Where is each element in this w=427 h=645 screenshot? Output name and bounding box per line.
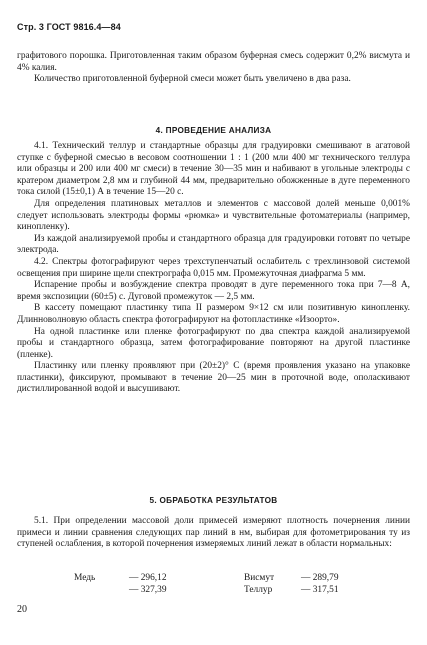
- section-5-body: [17, 516, 410, 551]
- table-row: [17, 585, 410, 597]
- section-4-paragraph-2: Для определения платиновых металлов и элементов с массовой долей меньше 0,001% следует использовать электроды формы «рюмка» и чувствительные фотоматериалы (например, кинопленку).: [17, 198, 410, 233]
- section-4-paragraph-8: Пластинку или пленку проявляют при (20±2)° С (время проявления указано на упаковке пластинки), фиксируют, промывают в течение 20—25 мин в проточной воде, ополаскивают дистиллированной водой и высушивают.: [17, 361, 410, 395]
- section-4-paragraph-5: Испарение пробы и возбуждение спектра проводят в дуге переменного тока при 7—8 А, время экспозиции (60±5) с. Дуговой промежуток — 2,5 мм.: [17, 280, 410, 302]
- section-4-title: 4. ПРОВЕДЕНИЕ АНАЛИЗА: [155, 126, 272, 135]
- intro-block: [17, 51, 410, 86]
- section-4-paragraph-7: На одной пластинке или пленке фотографируют по два спектра каждой анализируемой пробы и стандартного образца, затем фотографирование повторяют на другой пластинке (пленке).: [17, 326, 410, 360]
- line-value: — 327,39: [129, 584, 167, 595]
- line-element: Теллур: [244, 584, 273, 595]
- section-4-paragraph-1: 4.1. Технический теллур и стандартные образцы для градуировки смешивают в агатовой ступке с буферной смесью в весовом соотношении 1 : 1 (200 мли 400 мг технического теллура или образцы и 200 или 400 мг смеси) в течение 30—35 мин и набивают в угольные электроды с кратером диаметром 2,8 мм и глубиной 44 мм, предварительно обожженные в дуге переменного тока силой (15±0,1) А в течение 15—20 с.: [17, 141, 410, 198]
- line-value: — 296,12: [129, 573, 167, 583]
- intro-paragraph-2: Количество приготовленной буферной смеси может быть увеличено в два раза.: [34, 74, 351, 85]
- spectral-lines-table: [17, 573, 410, 596]
- page-header: Стр. 3 ГОСТ 9816.4—84: [17, 22, 121, 32]
- line-value: — 317,51: [301, 584, 339, 595]
- intro-paragraph-1: графитового порошка. Приготовленная таким образом буферная смесь содержит 0,2% висмута и 4% калия.: [17, 51, 410, 73]
- section-4-body: [17, 141, 410, 396]
- table-row: [17, 573, 410, 585]
- section-4-paragraph-3: Из каждой анализируемой пробы и стандартного образца для градуировки готовят по четыре электрода.: [17, 233, 410, 256]
- line-element: Висмут: [244, 573, 275, 583]
- section-4-paragraph-6: В кассету помещают пластинку типа II размером 9×12 см или позитивную кинопленку. Длинноволновую область спектра фотографируют на фотопластинке «Изоорто».: [17, 303, 410, 325]
- section-4-paragraph-4: 4.2. Спектры фотографируют через трехступенчатый ослабитель с трехлинзовой системой освещения при ширине щели спектрографа 0,015 мм. Промежуточная диафрагма 5 мм.: [17, 256, 410, 279]
- line-element: Медь: [74, 573, 96, 583]
- section-5-paragraph-1: 5.1. При определении массовой доли примесей измеряют плотность почернения линии примеси и линии сравнения следующих пар линий в нм, выбирая для фотометрирования ту из ступеней ослабления, в которой почернения измеряемых линий лежат в области нормальных:: [17, 516, 410, 550]
- section-5-title: 5. ОБРАБОТКА РЕЗУЛЬТАТОВ: [149, 496, 278, 505]
- page-number: 20: [17, 604, 27, 615]
- line-value: — 289,79: [301, 573, 339, 583]
